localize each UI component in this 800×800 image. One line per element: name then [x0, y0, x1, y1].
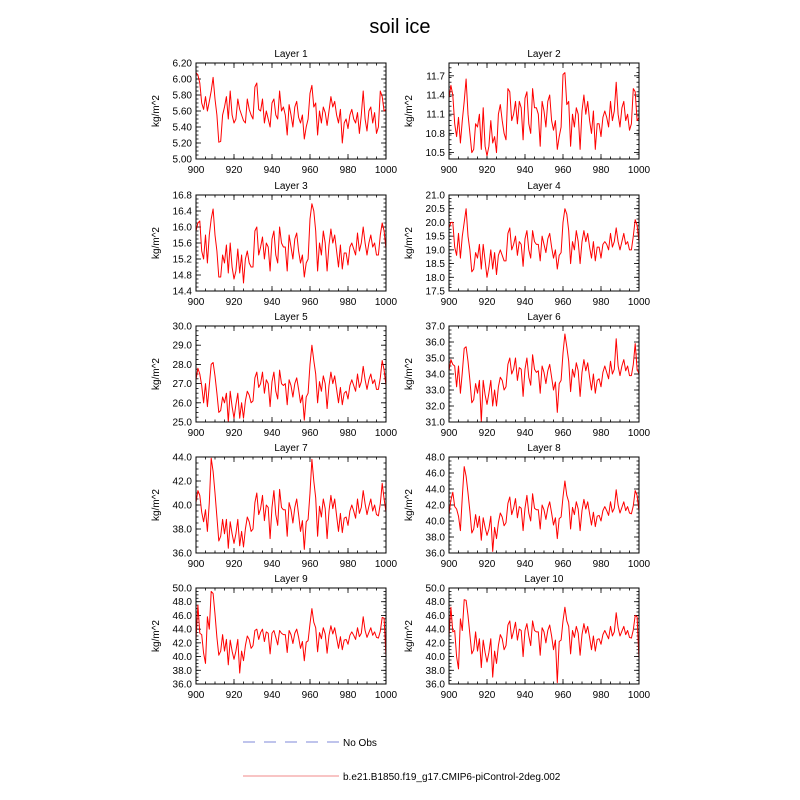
- x-tick-label: 920: [478, 165, 496, 176]
- plot-frame: [449, 588, 639, 684]
- y-tick-label: 38.0: [425, 532, 445, 544]
- y-axis-label: kg/m^2: [404, 489, 415, 521]
- y-tick-label: 42.0: [425, 638, 445, 650]
- y-tick-label: 38.0: [172, 665, 192, 677]
- y-tick-label: 27.0: [172, 379, 192, 391]
- x-tick-label: 980: [339, 297, 357, 308]
- y-tick-label: 46.0: [425, 468, 445, 480]
- y-tick-label: 17.5: [425, 286, 445, 298]
- x-tick-label: 960: [554, 428, 572, 439]
- y-tick-label: 15.6: [172, 238, 192, 250]
- y-tick-label: 5.80: [172, 90, 192, 102]
- y-tick-label: 42.0: [425, 500, 445, 512]
- y-tick-label: 19.5: [425, 231, 445, 243]
- x-tick-label: 1000: [374, 165, 398, 176]
- legend: [243, 738, 561, 783]
- panel-title: Layer 5: [274, 312, 308, 323]
- x-tick-label: 960: [554, 165, 572, 176]
- y-tick-label: 18.0: [425, 272, 445, 284]
- chart-panel-4: [404, 181, 651, 308]
- y-tick-label: 50.0: [172, 583, 192, 595]
- x-tick-label: 1000: [627, 428, 651, 439]
- y-tick-label: 48.0: [425, 452, 445, 464]
- y-axis-label: kg/m^2: [404, 620, 415, 652]
- x-tick-label: 940: [263, 690, 281, 701]
- legend-no-obs-label: No Obs: [343, 738, 377, 749]
- x-tick-label: 920: [478, 297, 496, 308]
- y-tick-label: 25.0: [172, 417, 192, 429]
- y-tick-label: 40.0: [172, 652, 192, 664]
- x-tick-label: 960: [554, 690, 572, 701]
- y-tick-label: 6.20: [172, 58, 192, 70]
- y-tick-label: 6.00: [172, 74, 192, 86]
- x-tick-label: 900: [440, 165, 458, 176]
- y-tick-label: 14.4: [172, 286, 192, 298]
- x-tick-label: 920: [225, 165, 243, 176]
- y-tick-label: 10.5: [425, 148, 445, 160]
- x-tick-label: 960: [301, 559, 319, 570]
- x-tick-label: 980: [339, 559, 357, 570]
- y-tick-label: 48.0: [172, 597, 192, 609]
- series-line-1: [196, 345, 386, 422]
- y-axis-label: kg/m^2: [151, 620, 162, 652]
- x-tick-label: 940: [516, 559, 534, 570]
- x-tick-label: 900: [440, 690, 458, 701]
- x-tick-label: 960: [301, 428, 319, 439]
- x-tick-label: 1000: [627, 165, 651, 176]
- x-tick-label: 940: [516, 428, 534, 439]
- y-tick-label: 46.0: [425, 610, 445, 622]
- y-tick-label: 18.5: [425, 259, 445, 271]
- series-line-1: [449, 600, 639, 683]
- series-line-1: [196, 204, 386, 283]
- x-tick-label: 940: [263, 428, 281, 439]
- x-tick-label: 920: [478, 428, 496, 439]
- y-axis-label: kg/m^2: [151, 227, 162, 259]
- chart-panel-9: [151, 574, 398, 701]
- x-tick-label: 920: [478, 690, 496, 701]
- y-tick-label: 5.00: [172, 154, 192, 166]
- x-tick-label: 1000: [374, 690, 398, 701]
- y-tick-label: 50.0: [425, 583, 445, 595]
- y-axis-label: kg/m^2: [151, 358, 162, 390]
- chart-panel-3: [151, 181, 398, 308]
- y-tick-label: 35.0: [425, 353, 445, 365]
- y-tick-label: 28.0: [172, 359, 192, 371]
- y-tick-label: 36.0: [425, 679, 445, 691]
- x-tick-label: 940: [263, 165, 281, 176]
- y-axis-label: kg/m^2: [151, 489, 162, 521]
- x-tick-label: 940: [516, 297, 534, 308]
- x-tick-label: 1000: [627, 690, 651, 701]
- y-axis-label: kg/m^2: [404, 227, 415, 259]
- x-tick-label: 920: [225, 428, 243, 439]
- panel-title: Layer 10: [524, 574, 564, 585]
- x-tick-label: 920: [478, 559, 496, 570]
- x-tick-label: 900: [187, 165, 205, 176]
- y-tick-label: 44.0: [172, 452, 192, 464]
- y-tick-label: 44.0: [425, 484, 445, 496]
- y-tick-label: 44.0: [425, 624, 445, 636]
- y-tick-label: 36.0: [172, 548, 192, 560]
- y-tick-label: 26.0: [172, 398, 192, 410]
- y-axis-label: kg/m^2: [151, 95, 162, 127]
- x-tick-label: 980: [592, 297, 610, 308]
- y-tick-label: 20.0: [425, 217, 445, 229]
- series-line-1: [196, 591, 386, 673]
- panel-title: Layer 7: [274, 443, 308, 454]
- series-line-1: [449, 334, 639, 422]
- y-tick-label: 29.0: [172, 340, 192, 352]
- figure-title: soil ice: [369, 16, 431, 38]
- x-tick-label: 960: [554, 297, 572, 308]
- x-tick-label: 980: [339, 690, 357, 701]
- y-tick-label: 46.0: [172, 610, 192, 622]
- y-tick-label: 36.0: [425, 548, 445, 560]
- panel-title: Layer 1: [274, 49, 308, 60]
- x-tick-label: 920: [225, 559, 243, 570]
- y-tick-label: 34.0: [425, 369, 445, 381]
- x-tick-label: 940: [516, 690, 534, 701]
- x-tick-label: 900: [187, 297, 205, 308]
- panel-title: Layer 4: [527, 181, 561, 192]
- chart-panel-8: [404, 443, 651, 570]
- x-tick-label: 900: [440, 428, 458, 439]
- y-tick-label: 30.0: [172, 321, 192, 333]
- y-tick-label: 5.40: [172, 122, 192, 134]
- y-tick-label: 16.0: [172, 222, 192, 234]
- series-line-1: [449, 467, 639, 552]
- x-tick-label: 900: [440, 297, 458, 308]
- y-tick-label: 40.0: [172, 500, 192, 512]
- x-tick-label: 920: [225, 690, 243, 701]
- x-tick-label: 1000: [627, 297, 651, 308]
- chart-panel-2: [404, 49, 651, 176]
- y-tick-label: 19.0: [425, 245, 445, 257]
- x-tick-label: 980: [592, 559, 610, 570]
- x-tick-label: 920: [225, 297, 243, 308]
- y-tick-label: 48.0: [425, 597, 445, 609]
- panel-title: Layer 3: [274, 181, 308, 192]
- y-tick-label: 14.8: [172, 270, 192, 282]
- y-tick-label: 42.0: [172, 476, 192, 488]
- x-tick-label: 1000: [374, 428, 398, 439]
- x-tick-label: 960: [301, 165, 319, 176]
- series-line-1: [196, 73, 386, 143]
- chart-panel-5: [151, 312, 398, 439]
- x-tick-label: 1000: [374, 297, 398, 308]
- x-tick-label: 960: [301, 297, 319, 308]
- y-axis-label: kg/m^2: [404, 95, 415, 127]
- plot-frame: [196, 63, 386, 159]
- x-tick-label: 900: [187, 559, 205, 570]
- y-tick-label: 11.7: [426, 71, 445, 83]
- y-tick-label: 11.4: [426, 90, 445, 102]
- y-tick-label: 32.0: [425, 401, 445, 413]
- y-tick-label: 40.0: [425, 516, 445, 528]
- y-tick-label: 16.8: [172, 190, 192, 202]
- chart-panel-7: [151, 443, 398, 570]
- panel-grid: [151, 49, 651, 701]
- y-tick-label: 5.20: [172, 138, 192, 150]
- x-tick-label: 980: [339, 428, 357, 439]
- series-line-1: [449, 73, 639, 156]
- y-tick-label: 33.0: [425, 385, 445, 397]
- y-tick-label: 42.0: [172, 638, 192, 650]
- series-line-1: [196, 458, 386, 549]
- chart-panel-10: [404, 574, 651, 701]
- y-tick-label: 38.0: [425, 665, 445, 677]
- plot-frame: [196, 457, 386, 553]
- y-tick-label: 15.2: [172, 254, 192, 266]
- y-tick-label: 40.0: [425, 652, 445, 664]
- panel-title: Layer 8: [527, 443, 561, 454]
- x-tick-label: 900: [187, 690, 205, 701]
- y-tick-label: 44.0: [172, 624, 192, 636]
- y-tick-label: 5.60: [172, 106, 192, 118]
- x-tick-label: 1000: [374, 559, 398, 570]
- y-tick-label: 38.0: [172, 524, 192, 536]
- y-tick-label: 11.1: [426, 109, 445, 121]
- y-tick-label: 36.0: [425, 337, 445, 349]
- chart-panel-1: [151, 49, 398, 176]
- chart-panel-6: [404, 312, 651, 439]
- panel-title: Layer 6: [527, 312, 561, 323]
- x-tick-label: 980: [592, 690, 610, 701]
- x-tick-label: 1000: [627, 559, 651, 570]
- y-tick-label: 20.5: [425, 204, 445, 216]
- y-axis-label: kg/m^2: [404, 358, 415, 390]
- legend-model-label: b.e21.B1850.f19_g17.CMIP6-piControl-2deg.002: [343, 772, 561, 783]
- y-tick-label: 21.0: [425, 190, 445, 202]
- x-tick-label: 960: [301, 690, 319, 701]
- x-tick-label: 940: [263, 297, 281, 308]
- x-tick-label: 960: [554, 559, 572, 570]
- y-tick-label: 37.0: [425, 321, 445, 333]
- x-tick-label: 900: [440, 559, 458, 570]
- y-tick-label: 36.0: [172, 679, 192, 691]
- panel-title: Layer 2: [527, 49, 561, 60]
- x-tick-label: 980: [592, 165, 610, 176]
- y-tick-label: 31.0: [425, 417, 445, 429]
- series-line-1: [449, 209, 639, 278]
- x-tick-label: 980: [592, 428, 610, 439]
- x-tick-label: 980: [339, 165, 357, 176]
- panel-title: Layer 9: [274, 574, 308, 585]
- x-tick-label: 940: [263, 559, 281, 570]
- x-tick-label: 940: [516, 165, 534, 176]
- y-tick-label: 16.4: [172, 206, 192, 218]
- plot-frame: [196, 195, 386, 291]
- x-tick-label: 900: [187, 428, 205, 439]
- y-tick-label: 10.8: [425, 128, 445, 140]
